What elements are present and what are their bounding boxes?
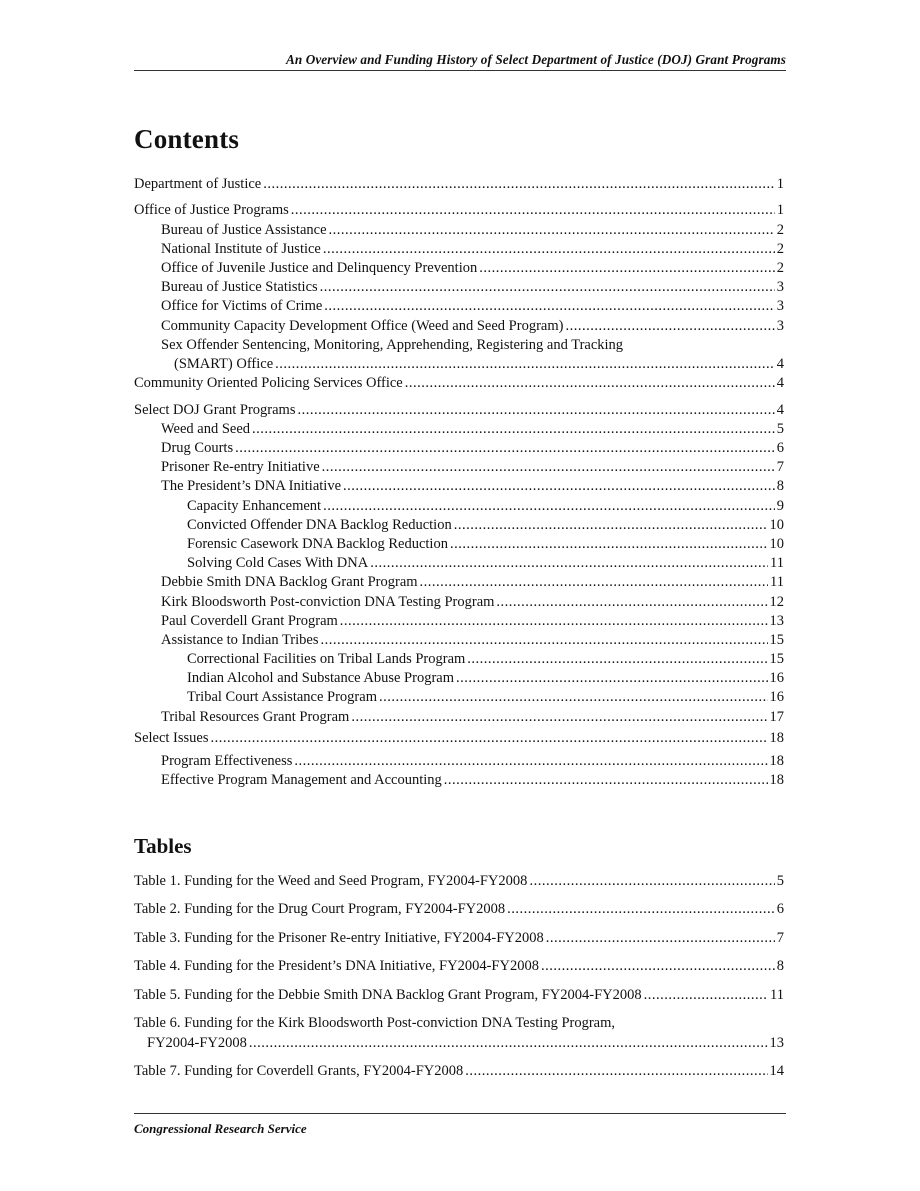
toc-entry-label: Debbie Smith DNA Backlog Grant Program <box>161 574 418 591</box>
dot-leader <box>235 439 775 458</box>
dot-leader <box>211 729 768 748</box>
toc-entry-page: 18 <box>769 772 784 789</box>
toc-entry-label: Effective Program Management and Accounting <box>161 772 442 789</box>
toc-entry[interactable] <box>134 317 784 336</box>
dot-leader <box>351 708 767 727</box>
toc-entry-page: 3 <box>776 317 784 334</box>
toc-entry-page: 5 <box>776 420 784 437</box>
toc-entry-label: Office of Justice Programs <box>134 202 289 219</box>
table-entry-label: Table 3. Funding for the Prisoner Re-entry Initiative, FY2004-FY2008 <box>134 929 544 946</box>
table-entry-page: 11 <box>770 986 784 1003</box>
tables-heading: Tables <box>134 834 192 858</box>
toc-entry-page: 18 <box>769 730 784 747</box>
toc-entry-label: Drug Courts <box>161 440 234 457</box>
table-entry-page: 13 <box>769 1034 784 1051</box>
toc-entry[interactable] <box>134 420 784 439</box>
toc-entry[interactable] <box>134 688 784 707</box>
dot-leader <box>343 477 775 496</box>
toc-entry[interactable] <box>134 771 784 790</box>
dot-leader <box>324 297 774 316</box>
toc-entry[interactable] <box>134 729 784 748</box>
dot-leader <box>450 535 768 554</box>
toc-entry-page: 17 <box>769 708 784 725</box>
toc-entry-page: 2 <box>776 260 784 277</box>
table-entry-page: 8 <box>776 958 784 975</box>
table-entry-page: 5 <box>776 872 784 889</box>
toc-entry-page: 16 <box>769 689 784 706</box>
toc-entry[interactable] <box>134 593 784 612</box>
toc-entry[interactable] <box>134 201 784 220</box>
toc-entry-label: Select DOJ Grant Programs <box>134 401 296 418</box>
dot-leader <box>323 497 775 516</box>
toc-entry-label: Select Issues <box>134 730 209 747</box>
toc-entry[interactable] <box>134 297 784 316</box>
dot-leader <box>456 669 768 688</box>
dot-leader <box>644 986 768 1005</box>
toc-entry[interactable] <box>134 175 784 194</box>
contents-heading: Contents <box>134 124 240 154</box>
toc-entry-label: Paul Coverdell Grant Program <box>161 612 338 629</box>
dot-leader <box>320 631 767 650</box>
toc-entry-label: Department of Justice <box>134 175 262 192</box>
toc-entry-page: 11 <box>770 555 784 572</box>
dot-leader <box>405 374 775 393</box>
table-entry-label: Table 7. Funding for Coverdell Grants, FY2004-FY2008 <box>134 1063 464 1080</box>
dot-leader <box>322 458 775 477</box>
dot-leader <box>420 573 768 592</box>
dot-leader <box>529 872 774 891</box>
toc-entry[interactable] <box>134 221 784 240</box>
dot-leader <box>507 900 775 919</box>
toc-entry[interactable] <box>134 259 784 278</box>
toc-entry[interactable] <box>134 650 784 669</box>
table-entry-label: Table 4. Funding for the President’s DNA Initiative, FY2004-FY2008 <box>134 958 539 975</box>
dot-leader <box>541 957 775 976</box>
dot-leader <box>444 771 768 790</box>
table-entry[interactable] <box>134 929 784 948</box>
toc-entry-label: Weed and Seed <box>161 420 251 437</box>
tables-list <box>134 872 784 1081</box>
toc-entry-page: 16 <box>769 670 784 687</box>
toc-entry-label: Community Oriented Policing Services Office <box>134 375 403 392</box>
toc-entry-label: Correctional Facilities on Tribal Lands Program <box>187 651 466 668</box>
dot-leader <box>291 201 775 220</box>
dot-leader <box>546 929 775 948</box>
table-entry-page: 7 <box>776 929 784 946</box>
table-entry-label-line1[interactable]: Table 6. Funding for the Kirk Bloodsworth Post-conviction DNA Testing Program, <box>134 1015 615 1032</box>
dot-leader <box>467 650 767 669</box>
dot-leader <box>297 401 774 420</box>
contents-list <box>134 175 784 790</box>
dot-leader <box>465 1062 767 1081</box>
toc-entry-label: National Institute of Justice <box>161 240 321 257</box>
running-header: An Overview and Funding History of Select Department of Justice (DOJ) Grant Programs <box>134 52 786 71</box>
toc-entry-label: Tribal Court Assistance Program <box>187 689 377 706</box>
toc-entry-label: The President’s DNA Initiative <box>161 478 342 495</box>
table-entry-label: Table 2. Funding for the Drug Court Program, FY2004-FY2008 <box>134 901 506 918</box>
toc-entry-label: Community Capacity Development Office (Weed and Seed Program) <box>161 317 564 334</box>
toc-entry-page: 10 <box>769 535 784 552</box>
toc-entry[interactable] <box>134 374 784 393</box>
dot-leader <box>329 221 775 240</box>
toc-entry-page: 2 <box>776 240 784 257</box>
toc-entry[interactable] <box>134 612 784 631</box>
table-entry-page: 6 <box>776 901 784 918</box>
toc-entry-page: 3 <box>776 279 784 296</box>
dot-leader <box>263 175 775 194</box>
toc-entry[interactable] <box>134 631 784 650</box>
dot-leader <box>252 420 775 439</box>
table-entry[interactable] <box>134 900 784 919</box>
toc-entry-label: Assistance to Indian Tribes <box>161 631 319 648</box>
toc-entry-label: Bureau of Justice Statistics <box>161 279 318 296</box>
toc-entry[interactable] <box>134 439 784 458</box>
table-entry-label: Table 1. Funding for the Weed and Seed Program, FY2004-FY2008 <box>134 872 528 889</box>
toc-entry-page: 13 <box>769 612 784 629</box>
dot-leader <box>294 752 767 771</box>
dot-leader <box>275 355 775 374</box>
toc-entry-page: 15 <box>769 631 784 648</box>
toc-entry-label: Office for Victims of Crime <box>161 298 323 315</box>
dot-leader <box>496 593 767 612</box>
toc-entry-page: 2 <box>776 221 784 238</box>
toc-entry-label: Tribal Resources Grant Program <box>161 708 350 725</box>
toc-entry-label: Prisoner Re-entry Initiative <box>161 459 320 476</box>
dot-leader <box>340 612 768 631</box>
table-entry-page: 14 <box>769 1063 784 1080</box>
toc-entry-page: 12 <box>769 593 784 610</box>
toc-entry-page: 10 <box>769 516 784 533</box>
toc-entry-page: 1 <box>776 202 784 219</box>
toc-entry[interactable] <box>134 355 784 374</box>
table-entry[interactable] <box>134 986 784 1005</box>
toc-entry-page: 4 <box>776 401 784 418</box>
toc-entry-label: Convicted Offender DNA Backlog Reduction <box>187 516 452 533</box>
dot-leader <box>320 278 775 297</box>
dot-leader <box>323 240 775 259</box>
toc-entry-page: 4 <box>776 375 784 392</box>
toc-entry[interactable] <box>134 752 784 771</box>
table-entry[interactable] <box>134 1062 784 1081</box>
toc-entry[interactable] <box>134 669 784 688</box>
dot-leader <box>565 317 774 336</box>
table-entry-label-line2: FY2004-FY2008 <box>147 1034 247 1051</box>
toc-entry-page: 9 <box>776 497 784 514</box>
table-entry[interactable] <box>134 872 784 891</box>
toc-entry-page: 3 <box>776 298 784 315</box>
toc-entry[interactable] <box>134 497 784 516</box>
toc-entry[interactable] <box>134 708 784 727</box>
toc-entry-label: Bureau of Justice Assistance <box>161 221 327 238</box>
dot-leader <box>379 688 768 707</box>
dot-leader <box>370 554 768 573</box>
table-entry[interactable] <box>134 957 784 976</box>
toc-entry[interactable] <box>134 401 784 420</box>
toc-entry-page: 11 <box>770 574 784 591</box>
dot-leader <box>479 259 775 278</box>
toc-entry-page: 6 <box>776 440 784 457</box>
toc-entry-label: Solving Cold Cases With DNA <box>187 555 369 572</box>
toc-entry[interactable] <box>134 573 784 592</box>
toc-entry-label: Office of Juvenile Justice and Delinquency Prevention <box>161 260 478 277</box>
toc-entry[interactable] <box>134 477 784 496</box>
toc-entry-label: Kirk Bloodsworth Post-conviction DNA Testing Program <box>161 593 495 610</box>
toc-entry-page: 18 <box>769 753 784 770</box>
toc-entry-label: Program Effectiveness <box>161 753 293 770</box>
toc-entry[interactable] <box>134 554 784 573</box>
table-entry[interactable] <box>134 1034 784 1053</box>
toc-entry-label-line1[interactable]: Sex Offender Sentencing, Monitoring, Apprehending, Registering and Tracking <box>161 336 624 353</box>
toc-entry[interactable] <box>134 516 784 535</box>
toc-entry-label: Forensic Casework DNA Backlog Reduction <box>187 535 448 552</box>
toc-entry-page: 8 <box>776 478 784 495</box>
toc-entry-page: 4 <box>776 355 784 372</box>
toc-entry-label: Indian Alcohol and Substance Abuse Program <box>187 670 454 687</box>
toc-entry-label: Capacity Enhancement <box>187 497 322 514</box>
toc-entry[interactable] <box>134 458 784 477</box>
toc-entry[interactable] <box>134 278 784 297</box>
toc-entry-page: 15 <box>769 651 784 668</box>
toc-entry-page: 7 <box>776 459 784 476</box>
toc-entry-label-line2: (SMART) Office <box>174 355 274 372</box>
toc-entry[interactable] <box>134 535 784 554</box>
toc-entry-page: 1 <box>776 175 784 192</box>
toc-entry[interactable] <box>134 240 784 259</box>
footer: Congressional Research Service <box>134 1113 786 1137</box>
dot-leader <box>249 1034 768 1053</box>
table-entry-label: Table 5. Funding for the Debbie Smith DNA Backlog Grant Program, FY2004-FY2008 <box>134 986 642 1003</box>
dot-leader <box>454 516 768 535</box>
